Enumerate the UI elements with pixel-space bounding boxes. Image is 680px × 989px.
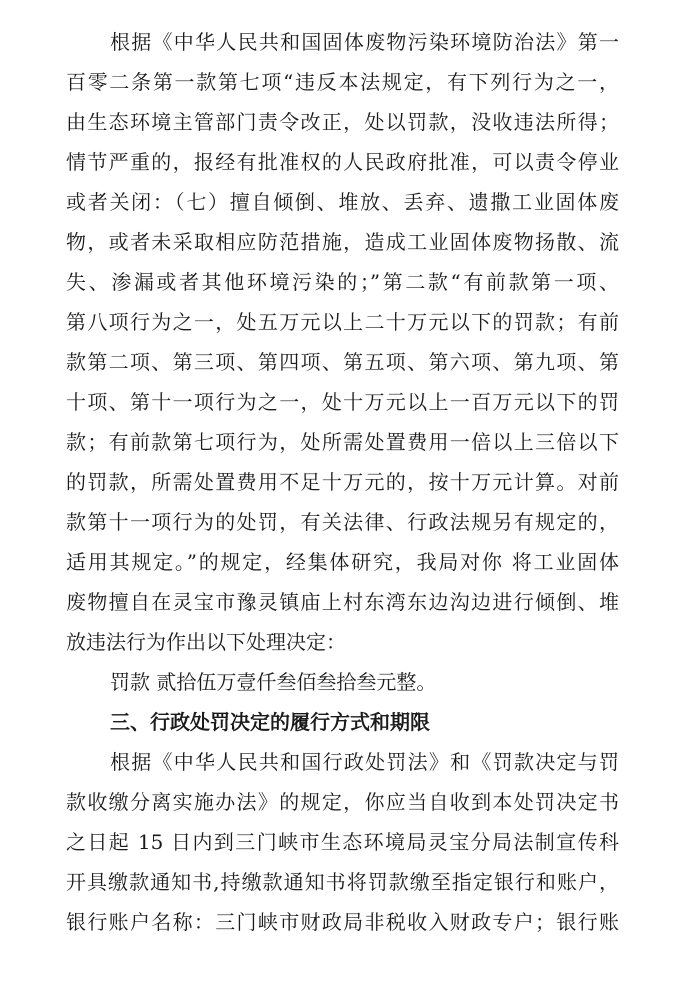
text-line xyxy=(0,424,680,460)
text-line xyxy=(0,344,680,380)
text-line xyxy=(0,64,680,100)
text-line xyxy=(0,864,680,900)
text-line xyxy=(0,544,680,580)
paragraph-text: 根据《中华人民共和国固体废物污染环境防治法》第一 xyxy=(110,30,619,54)
text-line xyxy=(0,304,680,340)
paragraph-text: 款第十一项行为的处罚，有关法律、行政法规另有规定的， xyxy=(66,510,619,534)
paragraph-text: 开具缴款通知书,持缴款通知书将罚款缴至指定银行和账户， xyxy=(66,870,619,894)
fine-amount: 罚款 贰拾伍万壹仟叁佰叁拾叁元整。 xyxy=(110,670,437,694)
text-line xyxy=(0,384,680,420)
text-line xyxy=(0,624,680,660)
paragraph-text: 百零二条第一款第七项“违反本法规定，有下列行为之一， xyxy=(66,70,619,94)
paragraph-text: 之日起 15 日内到三门峡市生态环境局灵宝分局法制宣传科 xyxy=(66,830,619,854)
text-line xyxy=(0,584,680,620)
text-line xyxy=(0,904,680,940)
text-line xyxy=(0,824,680,860)
paragraph-text: 第八项行为之一，处五万元以上二十万元以下的罚款；有前 xyxy=(66,310,619,334)
section-heading: 三、行政处罚决定的履行方式和期限 xyxy=(110,710,430,734)
text-line xyxy=(0,464,680,500)
text-line xyxy=(0,184,680,220)
paragraph-text: 银行账户名称：三门峡市财政局非税收入财政专户；银行账 xyxy=(66,910,619,934)
paragraph-text: 或者关闭：（七）擅自倾倒、堆放、丢弃、遗撒工业固体废 xyxy=(66,190,619,214)
text-line xyxy=(0,664,680,700)
text-line xyxy=(0,24,680,60)
paragraph-text: 失、渗漏或者其他环境污染的；”第二款“有前款第一项、 xyxy=(66,270,619,294)
paragraph-text: 适用其规定。”的规定，经集体研究，我局对你 将工业固体 xyxy=(66,550,619,574)
text-line xyxy=(0,704,680,740)
paragraph-text: 放违法行为作出以下处理决定： xyxy=(66,630,346,654)
paragraph-text: 款；有前款第七项行为，处所需处置费用一倍以上三倍以下 xyxy=(66,430,619,454)
text-line xyxy=(0,504,680,540)
paragraph-text: 由生态环境主管部门责令改正，处以罚款，没收违法所得； xyxy=(66,110,619,134)
paragraph-text: 的罚款，所需处置费用不足十万元的，按十万元计算。对前 xyxy=(66,470,619,494)
text-line xyxy=(0,224,680,260)
paragraph-text: 情节严重的，报经有批准权的人民政府批准，可以责令停业 xyxy=(66,150,619,174)
paragraph-text: 款第二项、第三项、第四项、第五项、第六项、第九项、第 xyxy=(66,350,619,374)
paragraph-text: 根据《中华人民共和国行政处罚法》和《罚款决定与罚 xyxy=(110,750,619,774)
paragraph-text: 物，或者未采取相应防范措施，造成工业固体废物扬散、流 xyxy=(66,230,619,254)
text-line xyxy=(0,104,680,140)
text-line xyxy=(0,784,680,820)
text-line xyxy=(0,264,680,300)
paragraph-text: 十项、第十一项行为之一，处十万元以上一百万元以下的罚 xyxy=(66,390,619,414)
text-line xyxy=(0,144,680,180)
paragraph-text: 废物擅自在灵宝市豫灵镇庙上村东湾东边沟边进行倾倒、堆 xyxy=(66,590,619,614)
text-line xyxy=(0,744,680,780)
paragraph-text: 款收缴分离实施办法》的规定，你应当自收到本处罚决定书 xyxy=(66,790,619,814)
